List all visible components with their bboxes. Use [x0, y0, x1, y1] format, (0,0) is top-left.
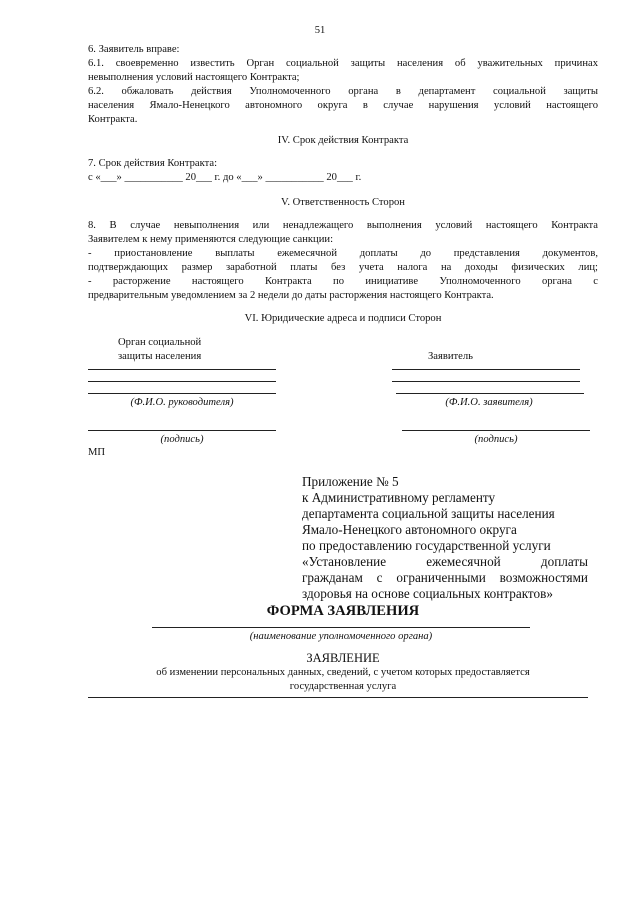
rights-item-2-line-3: Контракта.: [88, 114, 138, 125]
form-title: ФОРМА ЗАЯВЛЕНИЯ: [266, 603, 420, 619]
section-iv-title: IV. Срок действия Контракта: [277, 135, 409, 146]
rights-item-2-line-1: 6.2. обжаловать действия Уполномоченного органа в департамент социальной защиты: [88, 86, 598, 97]
liability-line-1: 8. В случае невыполнения или ненадлежащего выполнения условий настоящего Контракта: [88, 220, 598, 231]
right-address-line-1: [392, 369, 580, 370]
page-number: 51: [314, 25, 326, 36]
right-sign-caption: (подпись): [474, 434, 518, 445]
contract-term-label: 7. Срок действия Контракта:: [88, 158, 218, 169]
liability-line-3: - приостановление выплаты ежемесячной доплаты до представления документов,: [88, 248, 598, 259]
left-signature-line: [88, 430, 276, 431]
liability-line-4: подтверждающих размер заработной платы без учета налога на доходы физических лиц;: [88, 262, 598, 273]
org-name-caption: (наименование уполномоченного органа): [249, 631, 433, 642]
left-name-line: [88, 393, 276, 394]
left-party-heading-2: защиты населения: [118, 351, 202, 362]
liability-line-6: предварительным уведомлением за 2 недели до даты расторжения настоящего Контракта.: [88, 290, 494, 301]
rights-item-1-line-2: невыполнения условий настоящего Контракта;: [88, 72, 300, 83]
rights-item-2-line-2: населения Ямало-Ненецкого автономного округа в случае нарушения условий настоящего: [88, 100, 598, 111]
right-party-heading: Заявитель: [428, 351, 474, 362]
appendix-line-7: гражданам с ограниченными возможностями: [302, 570, 588, 585]
appendix-line-2: к Административному регламенту: [302, 490, 496, 505]
left-party-heading-1: Орган социальной: [118, 337, 202, 348]
appendix-line-4: Ямало-Ненецкого автономного округа: [302, 522, 517, 537]
appendix-number: Приложение № 5: [302, 474, 399, 489]
section-v-title: V. Ответственность Сторон: [281, 197, 405, 208]
contract-term-dates: с «___» ___________ 20___ г. до «___» ___________ 20___ г.: [88, 172, 362, 183]
statement-subtitle-2: государственная услуга: [289, 681, 397, 692]
liability-line-2: Заявителем к нему применяются следующие санкции:: [88, 234, 334, 245]
right-signature-line: [402, 430, 590, 431]
rights-heading: 6. Заявитель вправе:: [88, 44, 180, 55]
left-address-line-2: [88, 381, 276, 382]
section-vi-title: VI. Юридические адреса и подписи Сторон: [244, 313, 442, 324]
appendix-line-5: по предоставлению государственной услуги: [302, 538, 551, 553]
statement-fill-line: [88, 697, 588, 698]
rights-item-1-line-1: 6.1. своевременно известить Орган социальной защиты населения об уважительных причинах: [88, 58, 598, 69]
right-address-line-2: [392, 381, 580, 382]
appendix-line-8: здоровья на основе социальных контрактов»: [302, 586, 553, 601]
left-fio-caption: (Ф.И.О. руководителя): [130, 397, 234, 408]
appendix-line-6: «Установление ежемесячной доплаты: [302, 554, 588, 569]
stamp-place-label: МП: [88, 447, 106, 458]
right-name-line: [396, 393, 584, 394]
appendix-line-3: департамента социальной защиты населения: [302, 506, 555, 521]
right-fio-caption: (Ф.И.О. заявителя): [445, 397, 533, 408]
left-address-line-1: [88, 369, 276, 370]
statement-subtitle-1: об изменении персональных данных, сведений, с учетом которых предоставляется: [156, 667, 530, 678]
org-name-line: [152, 627, 530, 628]
liability-line-5: - расторжение настоящего Контракта по инициативе Уполномоченного органа с: [88, 276, 598, 287]
left-sign-caption: (подпись): [160, 434, 204, 445]
statement-title: ЗАЯВЛЕНИЕ: [306, 651, 380, 665]
